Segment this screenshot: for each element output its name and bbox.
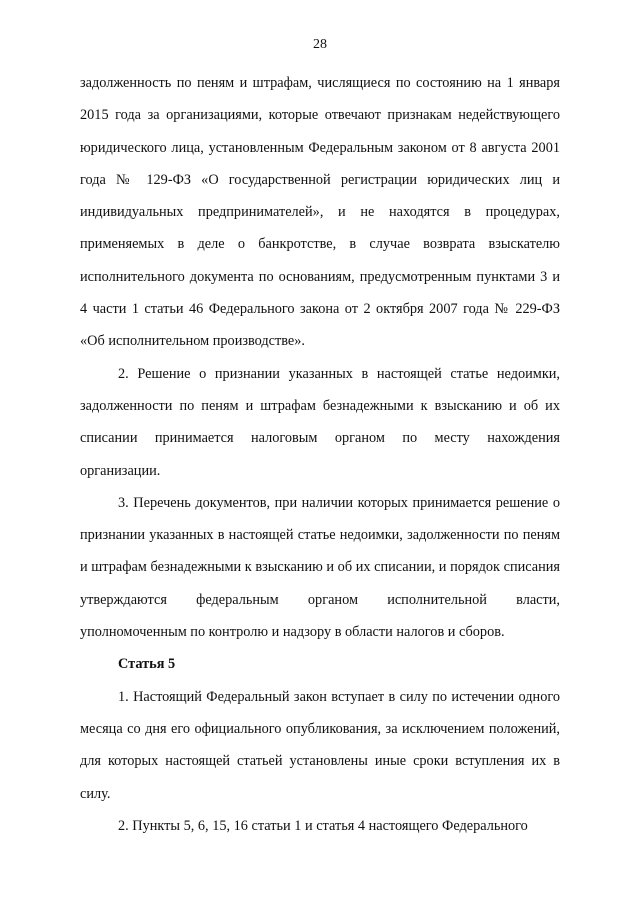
page-number: 28 (313, 37, 327, 52)
document-body (80, 67, 560, 842)
paragraph-item-3: 3. Перечень документов, при наличии которых принимается решение о признании указанных в настоящей статье недоимки, задолженности по пеням и штрафам безнадежными к взысканию и об их списании, и порядок списания утверждаются федеральным органом исполнительной власти, уполномоченным по контролю и надзору в области налогов и сборов. (80, 494, 560, 641)
paragraph-continuation: задолженность по пеням и штрафам, числящиеся по состоянию на 1 января 2015 года за организациями, которые отвечают признакам недействующего юридического лица, установленным Федеральным законом от 8 августа 2001 года № 129-ФЗ «О государственной регистрации юридических лиц и индивидуальных предпринимателей», и не находятся в процедурах, применяемых в деле о банкротстве, в случае возврата взыскателю исполнительного документа по основаниям, предусмотренным пунктами 3 и 4 части 1 статьи 46 Федерального закона от 2 октября 2007 года № 229-ФЗ «Об исполнительном производстве». (80, 75, 560, 350)
article-paragraph-1: 1. Настоящий Федеральный закон вступает в силу по истечении одного месяца со дня его официального опубликования, за исключением положений, для которых настоящей статьей установлены иные сроки вступления их в силу. (80, 688, 560, 802)
paragraph-item-2: 2. Решение о признании указанных в настоящей статье недоимки, задолженности по пеням и штрафам безнадежными к взысканию и об их списании принимается налоговым органом по месту нахождения организации. (80, 365, 560, 479)
article-heading: Статья 5 (118, 656, 176, 673)
article-paragraph-2: 2. Пункты 5, 6, 15, 16 статьи 1 и статья 4 настоящего Федерального (118, 817, 528, 834)
